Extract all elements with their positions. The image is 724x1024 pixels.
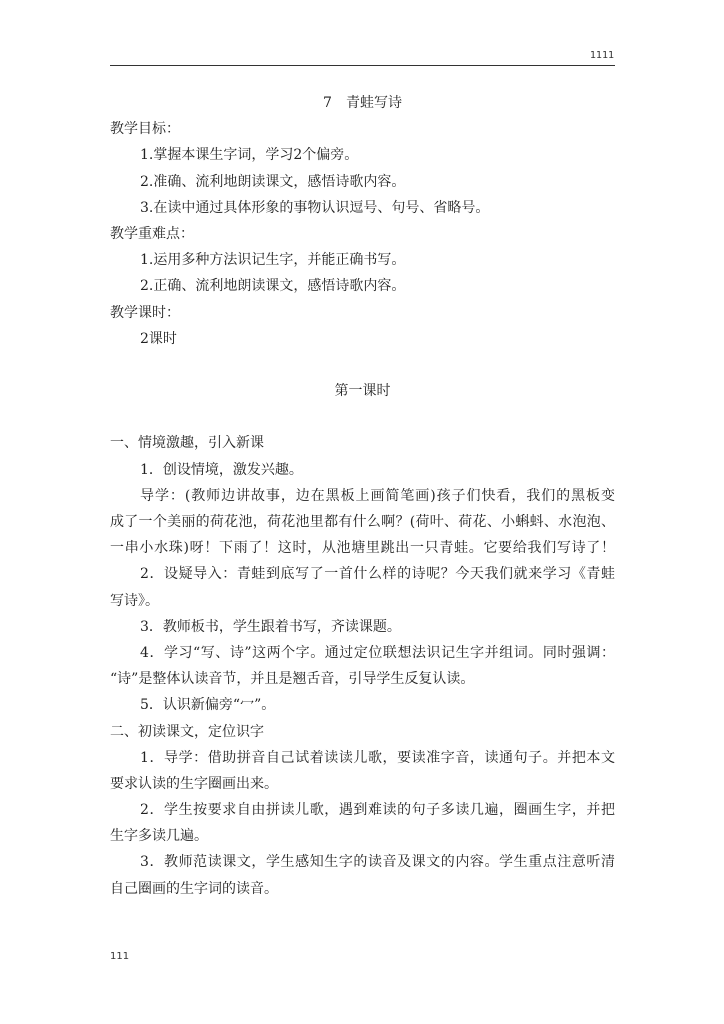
hours-heading: 教学课时：: [110, 304, 180, 321]
key-points-heading: 教学重难点：: [110, 225, 194, 242]
lesson-title: 7 青蛙写诗: [323, 95, 402, 111]
section2-step1: 1．导学：借助拼音自己试着读读儿歌，要读准字音，读通句子。并把本文: [140, 749, 615, 766]
section1-step5: 5．认识新偏旁“冖”。: [140, 697, 276, 714]
section1-heading: 一、情境激趣，引入新课: [110, 435, 264, 452]
section2-step3: 3．教师范读课文，学生感知生字的读音及课文的内容。学生重点注意听清: [140, 854, 615, 871]
section1-step2: 2．设疑导入：青蛙到底写了一首什么样的诗呢？今天我们就来学习《青蛙: [140, 566, 615, 583]
guide-line: 一串小水珠)呀！下雨了！这时，从池塘里跳出一只青蛙。它要给我们写诗了！: [110, 540, 615, 557]
section2-step2: 2．学生按要求自由拼读儿歌，遇到难读的句子多读几遍，圈画生字，并把: [140, 802, 615, 819]
guide-line: 成了一个美丽的荷花池，荷花池里都有什么啊？(荷叶、荷花、小蝌蚪、水泡泡、: [110, 514, 615, 530]
section2-step3-cont: 自己圈画的生字词的读音。: [110, 880, 278, 897]
header-page-code: 1111: [589, 50, 614, 61]
key-point-item: 2.正确、流利地朗读课文，感悟诗歌内容。: [140, 278, 406, 295]
section2-heading: 二、初读课文，定位识字: [110, 723, 264, 740]
footer-page-number: 111: [110, 951, 130, 962]
guide-line: 导学：(教师边讲故事，边在黑板上画简笔画)孩子们快看，我们的黑板变: [140, 487, 615, 504]
key-point-item: 1.运用多种方法识记生字，并能正确书写。: [140, 252, 406, 269]
objective-item: 3.在读中通过具体形象的事物认识逗号、句号、省略号。: [140, 199, 490, 216]
section2-step2-cont: 生字多读几遍。: [110, 828, 208, 845]
section1-step3: 3．教师板书，学生跟着书写，齐读课题。: [140, 618, 401, 635]
document-body: [110, 90, 615, 902]
section2-step1-cont: 要求认读的生字圈画出来。: [110, 775, 278, 792]
section1-step2-cont: 写诗》。: [110, 592, 159, 609]
section1-step4: 4．学习“写、诗”这两个字。通过定位联想法识记生字并组词。同时强调：: [140, 644, 615, 661]
lesson1-title: 第一课时: [334, 383, 391, 400]
header-rule: [110, 65, 615, 66]
objective-item: 1.掌握本课生字词，学习2个偏旁。: [140, 147, 359, 164]
section1-step4-cont: “诗”是整体认读音节，并且是翘舌音，引导学生反复认读。: [110, 671, 475, 688]
section1-step1: 1．创设情境，激发兴趣。: [140, 461, 303, 478]
objectives-heading: 教学目标：: [110, 121, 180, 138]
hours-value: 2课时: [140, 330, 177, 347]
objective-item: 2.准确、流利地朗读课文，感悟诗歌内容。: [140, 173, 406, 190]
